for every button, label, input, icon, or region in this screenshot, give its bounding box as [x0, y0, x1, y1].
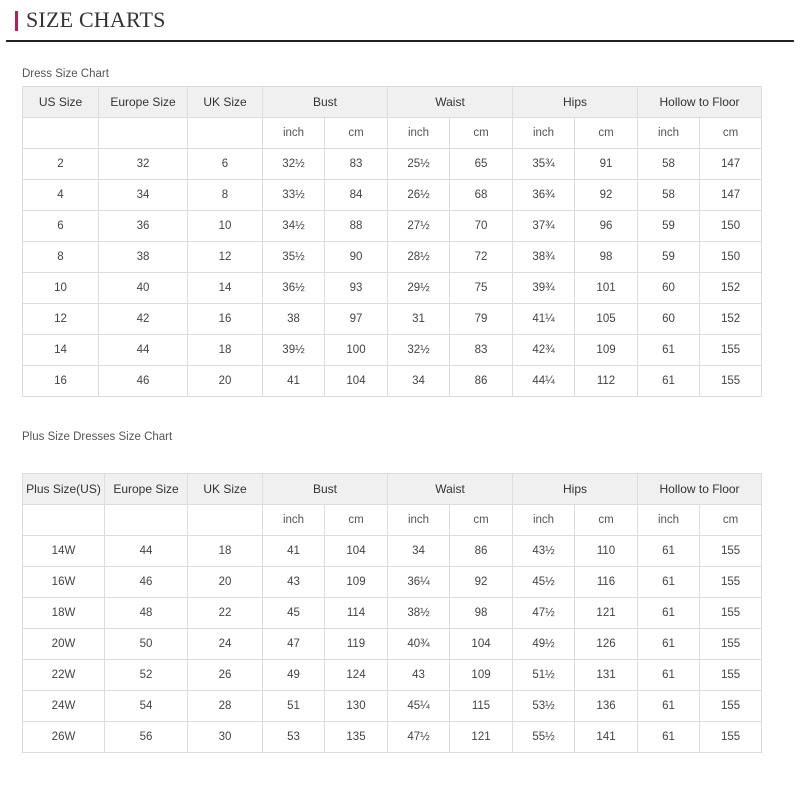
dress-column-header: US Size — [23, 87, 99, 118]
dress-table-cell: 10 — [188, 211, 263, 242]
dress-table-cell: 83 — [325, 149, 388, 180]
dress-table-cell: 44¼ — [513, 366, 575, 397]
dress-table-cell: 4 — [23, 180, 99, 211]
dress-table-cell: 58 — [638, 149, 700, 180]
plus-table-cell: 109 — [450, 660, 513, 691]
plus-table-cell: 61 — [638, 567, 700, 598]
plus-table-cell: 131 — [575, 660, 638, 691]
plus-table-row — [23, 567, 762, 598]
dress-table-row — [23, 366, 762, 397]
plus-unit-cell: inch — [513, 505, 575, 536]
dress-table-cell: 60 — [638, 273, 700, 304]
page-title: SIZE CHARTS — [26, 7, 166, 32]
plus-table-cell: 34 — [388, 536, 450, 567]
plus-group-header: Hips — [513, 474, 638, 505]
plus-table-cell: 38½ — [388, 598, 450, 629]
plus-group-header: Waist — [388, 474, 513, 505]
plus-table-cell: 44 — [105, 536, 188, 567]
plus-table-cell: 45½ — [513, 567, 575, 598]
plus-table-cell: 47 — [263, 629, 325, 660]
plus-empty-cell — [105, 505, 188, 536]
dress-table-cell: 92 — [575, 180, 638, 211]
plus-table-cell: 126 — [575, 629, 638, 660]
dress-column-header: UK Size — [188, 87, 263, 118]
plus-table-cell: 135 — [325, 722, 388, 753]
plus-table-cell: 20W — [23, 629, 105, 660]
plus-table-cell: 98 — [450, 598, 513, 629]
plus-unit-cell: inch — [638, 505, 700, 536]
dress-unit-row — [23, 118, 762, 149]
plus-column-header: UK Size — [188, 474, 263, 505]
dress-column-header: Europe Size — [99, 87, 188, 118]
dress-table-cell: 32 — [99, 149, 188, 180]
plus-table-cell: 40¾ — [388, 629, 450, 660]
plus-table-cell: 20 — [188, 567, 263, 598]
dress-table-cell: 152 — [700, 273, 762, 304]
plus-table-cell: 92 — [450, 567, 513, 598]
dress-table-row — [23, 180, 762, 211]
plus-column-header: Plus Size(US) — [23, 474, 105, 505]
plus-table-cell: 18W — [23, 598, 105, 629]
plus-table-cell: 49½ — [513, 629, 575, 660]
dress-table-cell: 41¼ — [513, 304, 575, 335]
plus-unit-cell: cm — [700, 505, 762, 536]
dress-table-row — [23, 211, 762, 242]
dress-table-cell: 59 — [638, 211, 700, 242]
plus-table-cell: 110 — [575, 536, 638, 567]
plus-table-row — [23, 722, 762, 753]
plus-table-row — [23, 536, 762, 567]
dress-table-cell: 79 — [450, 304, 513, 335]
dress-table-cell: 112 — [575, 366, 638, 397]
plus-table-cell: 28 — [188, 691, 263, 722]
plus-table-cell: 155 — [700, 691, 762, 722]
dress-table-cell: 155 — [700, 366, 762, 397]
plus-table-cell: 43 — [263, 567, 325, 598]
dress-table-cell: 90 — [325, 242, 388, 273]
plus-table-cell: 51 — [263, 691, 325, 722]
dress-table-row — [23, 242, 762, 273]
dress-table-cell: 72 — [450, 242, 513, 273]
dress-unit-cell: inch — [513, 118, 575, 149]
plus-unit-row — [23, 505, 762, 536]
plus-table-cell: 43 — [388, 660, 450, 691]
plus-table-cell: 41 — [263, 536, 325, 567]
dress-table-cell: 32½ — [263, 149, 325, 180]
plus-unit-cell: cm — [575, 505, 638, 536]
dress-table-cell: 150 — [700, 242, 762, 273]
dress-table-cell: 42 — [99, 304, 188, 335]
plus-table-cell: 86 — [450, 536, 513, 567]
plus-table-cell: 54 — [105, 691, 188, 722]
dress-table-cell: 46 — [99, 366, 188, 397]
plus-table-cell: 45¼ — [388, 691, 450, 722]
dress-table-cell: 31 — [388, 304, 450, 335]
dress-table-cell: 29½ — [388, 273, 450, 304]
dress-table-cell: 40 — [99, 273, 188, 304]
plus-table-cell: 45 — [263, 598, 325, 629]
plus-table-row — [23, 660, 762, 691]
dress-table-cell: 8 — [188, 180, 263, 211]
dress-table-cell: 155 — [700, 335, 762, 366]
dress-table-cell: 16 — [23, 366, 99, 397]
dress-table-cell: 68 — [450, 180, 513, 211]
dress-table-cell: 8 — [23, 242, 99, 273]
dress-table-cell: 42¾ — [513, 335, 575, 366]
plus-table-cell: 50 — [105, 629, 188, 660]
dress-table-cell: 58 — [638, 180, 700, 211]
plus-table-cell: 61 — [638, 598, 700, 629]
dress-table-cell: 61 — [638, 335, 700, 366]
plus-table-cell: 26W — [23, 722, 105, 753]
dress-table-row — [23, 304, 762, 335]
dress-table-cell: 75 — [450, 273, 513, 304]
dress-table-cell: 93 — [325, 273, 388, 304]
title-accent-bar — [15, 11, 18, 31]
plus-unit-cell: inch — [388, 505, 450, 536]
plus-table-cell: 36¼ — [388, 567, 450, 598]
dress-empty-cell — [188, 118, 263, 149]
dress-table-cell: 14 — [188, 273, 263, 304]
dress-unit-cell: cm — [325, 118, 388, 149]
dress-table-cell: 12 — [23, 304, 99, 335]
dress-table-cell: 38 — [99, 242, 188, 273]
dress-table-cell: 16 — [188, 304, 263, 335]
plus-table-cell: 56 — [105, 722, 188, 753]
plus-table-cell: 53½ — [513, 691, 575, 722]
dress-table-cell: 26½ — [388, 180, 450, 211]
dress-table-cell: 109 — [575, 335, 638, 366]
plus-table-cell: 104 — [325, 536, 388, 567]
plus-table-cell: 155 — [700, 629, 762, 660]
plus-table-cell: 121 — [575, 598, 638, 629]
plus-table-cell: 52 — [105, 660, 188, 691]
dress-table-cell: 65 — [450, 149, 513, 180]
dress-group-header: Bust — [263, 87, 388, 118]
dress-table-cell: 96 — [575, 211, 638, 242]
plus-table-row — [23, 598, 762, 629]
dress-table-cell: 20 — [188, 366, 263, 397]
plus-table-cell: 116 — [575, 567, 638, 598]
dress-table-cell: 39¾ — [513, 273, 575, 304]
plus-unit-cell: inch — [263, 505, 325, 536]
plus-table-cell: 48 — [105, 598, 188, 629]
dress-table-cell: 35½ — [263, 242, 325, 273]
dress-table-cell: 101 — [575, 273, 638, 304]
dress-table-cell: 41 — [263, 366, 325, 397]
dress-table-cell: 38 — [263, 304, 325, 335]
plus-table-cell: 155 — [700, 567, 762, 598]
dress-table-cell: 60 — [638, 304, 700, 335]
dress-table-cell: 27½ — [388, 211, 450, 242]
dress-table-cell: 98 — [575, 242, 638, 273]
dress-table-row — [23, 273, 762, 304]
plus-table-cell: 14W — [23, 536, 105, 567]
plus-table-cell: 61 — [638, 691, 700, 722]
dress-table-cell: 147 — [700, 149, 762, 180]
plus-table-cell: 141 — [575, 722, 638, 753]
dress-table-cell: 36 — [99, 211, 188, 242]
dress-table-cell: 18 — [188, 335, 263, 366]
plus-table-cell: 155 — [700, 598, 762, 629]
dress-empty-cell — [99, 118, 188, 149]
plus-header-row — [23, 474, 762, 505]
dress-table-row — [23, 149, 762, 180]
plus-table-cell: 104 — [450, 629, 513, 660]
dress-table-cell: 34 — [388, 366, 450, 397]
plus-table-cell: 55½ — [513, 722, 575, 753]
plus-table-cell: 49 — [263, 660, 325, 691]
dress-table-cell: 150 — [700, 211, 762, 242]
dress-table-cell: 147 — [700, 180, 762, 211]
dress-size-table — [22, 86, 762, 397]
plus-table-cell: 53 — [263, 722, 325, 753]
plus-table-cell: 136 — [575, 691, 638, 722]
dress-table-cell: 59 — [638, 242, 700, 273]
dress-table-cell: 34 — [99, 180, 188, 211]
plus-table-cell: 124 — [325, 660, 388, 691]
dress-table-cell: 36½ — [263, 273, 325, 304]
dress-table-cell: 36¾ — [513, 180, 575, 211]
dress-table-cell: 33½ — [263, 180, 325, 211]
plus-table-cell: 47½ — [388, 722, 450, 753]
plus-table-cell: 30 — [188, 722, 263, 753]
plus-table-cell: 22W — [23, 660, 105, 691]
plus-table-cell: 114 — [325, 598, 388, 629]
dress-table-cell: 2 — [23, 149, 99, 180]
dress-table-cell: 97 — [325, 304, 388, 335]
plus-table-cell: 155 — [700, 660, 762, 691]
dress-table-cell: 10 — [23, 273, 99, 304]
plus-chart-caption: Plus Size Dresses Size Chart — [22, 431, 173, 443]
plus-table-cell: 115 — [450, 691, 513, 722]
plus-table-cell: 18 — [188, 536, 263, 567]
plus-unit-cell: cm — [325, 505, 388, 536]
plus-table-row — [23, 629, 762, 660]
dress-table-cell: 6 — [23, 211, 99, 242]
plus-table-cell: 16W — [23, 567, 105, 598]
plus-empty-cell — [188, 505, 263, 536]
dress-table-cell: 61 — [638, 366, 700, 397]
dress-table-cell: 86 — [450, 366, 513, 397]
dress-table-cell: 44 — [99, 335, 188, 366]
dress-unit-cell: inch — [388, 118, 450, 149]
plus-table-cell: 24 — [188, 629, 263, 660]
dress-unit-cell: cm — [450, 118, 513, 149]
dress-table-cell: 25½ — [388, 149, 450, 180]
plus-table-cell: 22 — [188, 598, 263, 629]
plus-table-cell: 109 — [325, 567, 388, 598]
dress-table-cell: 105 — [575, 304, 638, 335]
dress-table-cell: 152 — [700, 304, 762, 335]
dress-unit-cell: inch — [638, 118, 700, 149]
dress-table-cell: 91 — [575, 149, 638, 180]
dress-table-cell: 83 — [450, 335, 513, 366]
dress-group-header: Hollow to Floor — [638, 87, 762, 118]
plus-table-cell: 46 — [105, 567, 188, 598]
plus-table-cell: 119 — [325, 629, 388, 660]
plus-table-cell: 26 — [188, 660, 263, 691]
plus-table-cell: 155 — [700, 722, 762, 753]
dress-table-cell: 6 — [188, 149, 263, 180]
dress-unit-cell: inch — [263, 118, 325, 149]
dress-table-cell: 32½ — [388, 335, 450, 366]
dress-group-header: Waist — [388, 87, 513, 118]
plus-column-header: Europe Size — [105, 474, 188, 505]
dress-table-cell: 35¾ — [513, 149, 575, 180]
dress-table-cell: 88 — [325, 211, 388, 242]
plus-table-cell: 61 — [638, 722, 700, 753]
plus-unit-cell: cm — [450, 505, 513, 536]
dress-table-cell: 37¾ — [513, 211, 575, 242]
dress-table-cell: 28½ — [388, 242, 450, 273]
plus-table-cell: 24W — [23, 691, 105, 722]
dress-table-cell: 39½ — [263, 335, 325, 366]
plus-table-cell: 121 — [450, 722, 513, 753]
dress-table-cell: 14 — [23, 335, 99, 366]
plus-table-cell: 47½ — [513, 598, 575, 629]
plus-group-header: Bust — [263, 474, 388, 505]
plus-table-cell: 61 — [638, 660, 700, 691]
plus-table-cell: 61 — [638, 536, 700, 567]
dress-empty-cell — [23, 118, 99, 149]
dress-table-cell: 104 — [325, 366, 388, 397]
dress-table-cell: 34½ — [263, 211, 325, 242]
plus-table-cell: 155 — [700, 536, 762, 567]
plus-table-cell: 130 — [325, 691, 388, 722]
page-header — [6, 6, 794, 42]
plus-table-cell: 61 — [638, 629, 700, 660]
dress-unit-cell: cm — [575, 118, 638, 149]
plus-empty-cell — [23, 505, 105, 536]
plus-size-table — [22, 473, 762, 753]
dress-table-cell: 12 — [188, 242, 263, 273]
plus-group-header: Hollow to Floor — [638, 474, 762, 505]
dress-group-header: Hips — [513, 87, 638, 118]
dress-table-cell: 100 — [325, 335, 388, 366]
plus-table-cell: 43½ — [513, 536, 575, 567]
plus-table-row — [23, 691, 762, 722]
dress-table-row — [23, 335, 762, 366]
dress-table-cell: 70 — [450, 211, 513, 242]
dress-table-cell: 38¾ — [513, 242, 575, 273]
plus-table-cell: 51½ — [513, 660, 575, 691]
dress-table-cell: 84 — [325, 180, 388, 211]
dress-chart-caption: Dress Size Chart — [22, 68, 109, 80]
dress-unit-cell: cm — [700, 118, 762, 149]
dress-header-row — [23, 87, 762, 118]
